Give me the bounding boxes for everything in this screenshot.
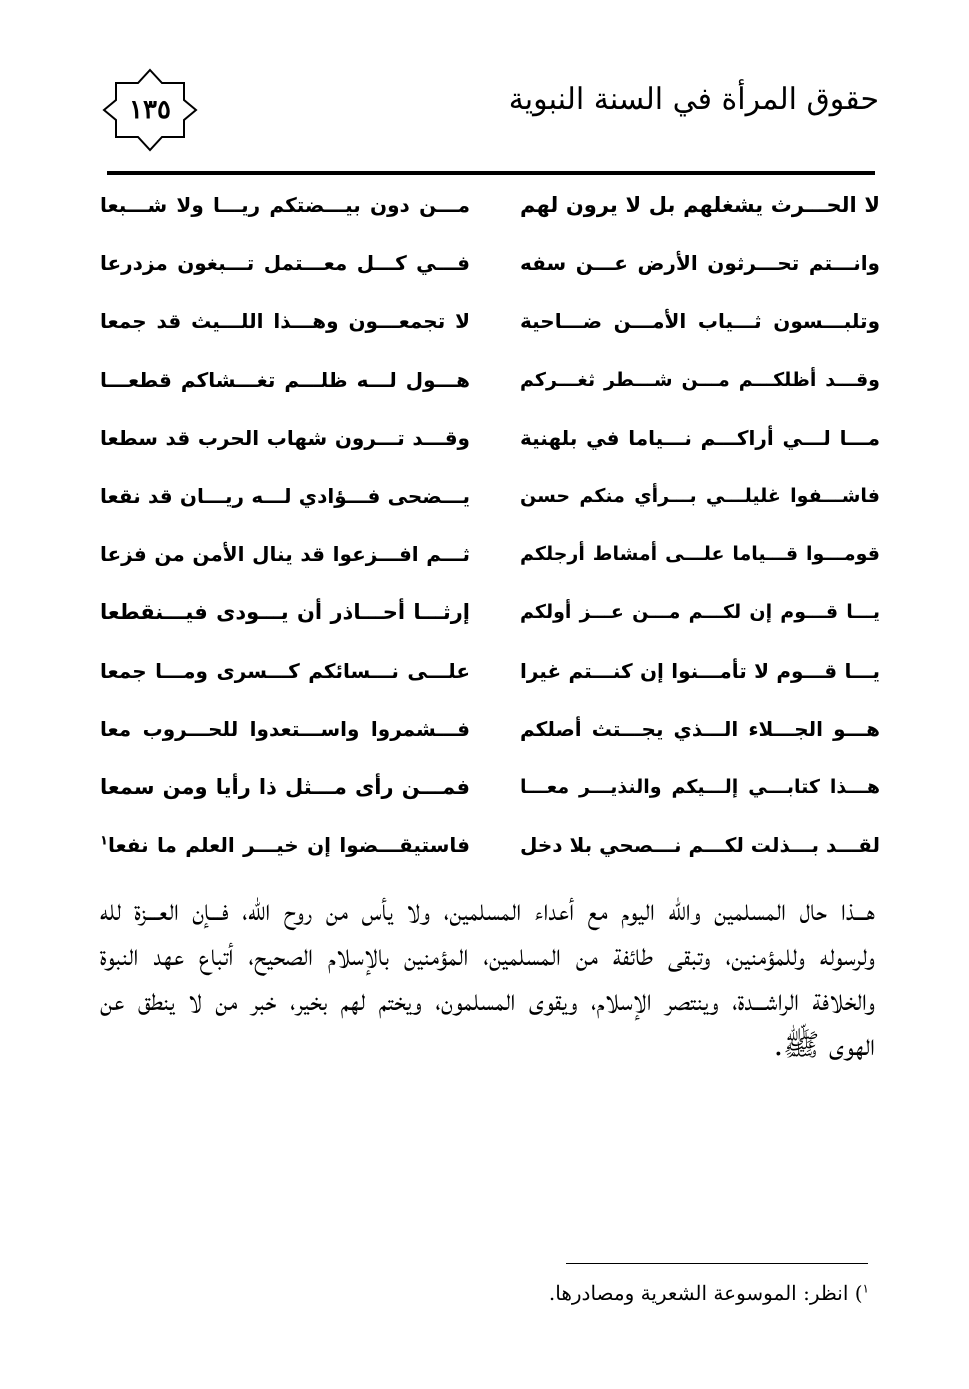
verse-first-hemistich: لا الحـــرث يشغلهم بل لا يرون لهم: [520, 193, 880, 217]
verse-row: [100, 476, 880, 534]
verse-second-text: علـــى نـــسائكم كـــسرى ومـــا جمعا: [100, 658, 470, 683]
verse-second-hemistich: [100, 825, 470, 865]
verse-first-hemistich: وانـــتم تحـــرثون الأرض عـــن سفه: [520, 251, 880, 276]
verse-second-text: لا تجمعـــون وهـــذا اللـــيث قد جمعا: [100, 309, 470, 334]
verse-row: [100, 825, 880, 883]
verse-row: [100, 592, 880, 650]
footnote-text: ) انظر: الموسوعة الشعرية ومصادرها.: [548, 1281, 863, 1305]
verse-second-text: ثـــم افـــزعوا قد ينال الأمن من فزعا: [100, 542, 470, 567]
verse-first-hemistich: مـــا لـــي أراكـــم نـــياما في بلهنية: [520, 425, 880, 450]
verse-first-hemistich: وقـــد أظلكـــم مـــن شـــطر ثغـــركم: [520, 368, 880, 391]
verse-second-text: فمـــن رأى مـــثل ذا رأيا ومن سمعا: [100, 774, 470, 799]
verse-second-text: وقـــد تـــرون شهاب الحرب قد سطعا: [100, 425, 470, 450]
body-paragraph: هـــذا حال المسلمين والله اليوم مع أعداء المسلمين، ولا يأس من روح الله، فـــإن العـــزة لله ولرسوله وللمؤمنين، وتبقى طائفة من المسلمين، المؤمنين بالإسلام الصحيح، أتباع عهد النبوة والخلافة الراشـــدة، وينتصر الإسلام، ويقوى المسلمون، ويختم لهم بخير، خبر من لا ينطق عن الهوى ﷺ.: [100, 893, 875, 1063]
verse-second-hemistich: [100, 360, 470, 400]
verse-row: [100, 651, 880, 709]
footnote-divider: [566, 1263, 868, 1264]
verse-second-text: إرثـــا أحـــاذر أن يـــودى فيـــنقطعا: [100, 600, 470, 625]
verse-second-text: فاستيقـــضوا إن خيـــر العلم ما نفعا: [107, 833, 470, 858]
verse-first-hemistich: هـــذا كتابـــي إلـــيكم والنذيـــر معـــا: [520, 775, 880, 798]
page-number: ١٣٥: [129, 95, 171, 125]
verse-row: [100, 360, 880, 418]
verse-second-hemistich: [100, 243, 470, 283]
verse-first-hemistich: فاشـــفوا غليلـــي بـــرأي منكم حسن: [520, 484, 880, 507]
verse-row: [100, 418, 880, 476]
verse-second-hemistich: [100, 418, 470, 458]
verse-second-text: هـــول لـــه ظلـــم تغـــشاكم قطعـــا: [100, 367, 470, 392]
verse-second-hemistich: [100, 534, 470, 574]
footnote: [269, 1278, 869, 1308]
verse-second-text: يـــضحى فـــؤادي لـــه ريـــان قد نقعا: [100, 483, 470, 508]
header-divider: [107, 171, 875, 175]
verse-second-hemistich: [100, 592, 470, 632]
verse-row: [100, 709, 880, 767]
verse-row: [100, 185, 880, 243]
verse-second-hemistich: [100, 185, 470, 225]
verse-row: [100, 534, 880, 592]
verse-second-hemistich: [100, 301, 470, 341]
verse-first-hemistich: وتلبـــسون ثـــياب الأمـــن ضـــاحية: [520, 309, 880, 334]
footnote-reference: ١: [100, 833, 108, 849]
verse-row: [100, 767, 880, 825]
verse-second-hemistich: [100, 709, 470, 749]
verse-second-text: فـــي كـــل معـــتمل تـــبغون مزدرعا: [100, 251, 470, 276]
verse-row: [100, 243, 880, 301]
verse-second-hemistich: [100, 476, 470, 516]
poem: [100, 185, 880, 883]
verse-first-hemistich: يـــا قـــوم إن لكـــم مـــن عـــز أولكم: [520, 601, 880, 624]
verse-second-text: فـــشمروا واســـتعدوا للحـــروب معا: [100, 716, 470, 741]
verse-second-hemistich: [100, 767, 470, 807]
page-number-badge: [102, 68, 198, 152]
verse-first-hemistich: يـــا قـــوم لا تأمـــنوا إن كنـــتم غيرا: [520, 658, 880, 683]
footnote-marker: ١: [862, 1281, 869, 1296]
verse-second-text: مـــن دون بيـــضتكم ريـــا ولا شـــبعا: [100, 193, 470, 217]
verse-second-hemistich: [100, 651, 470, 691]
verse-first-hemistich: هـــو الجـــلاء الـــذي يجـــتث أصلكم: [520, 716, 880, 741]
running-header-title: حقوق المرأة في السنة النبوية: [508, 82, 879, 117]
verse-first-hemistich: قومـــوا قـــياما علـــى أمشاط أرجلكم: [520, 543, 880, 566]
verse-first-hemistich: لقـــد بـــذلت لكـــم نـــصحي بلا دخل: [520, 833, 880, 858]
verse-row: [100, 301, 880, 359]
